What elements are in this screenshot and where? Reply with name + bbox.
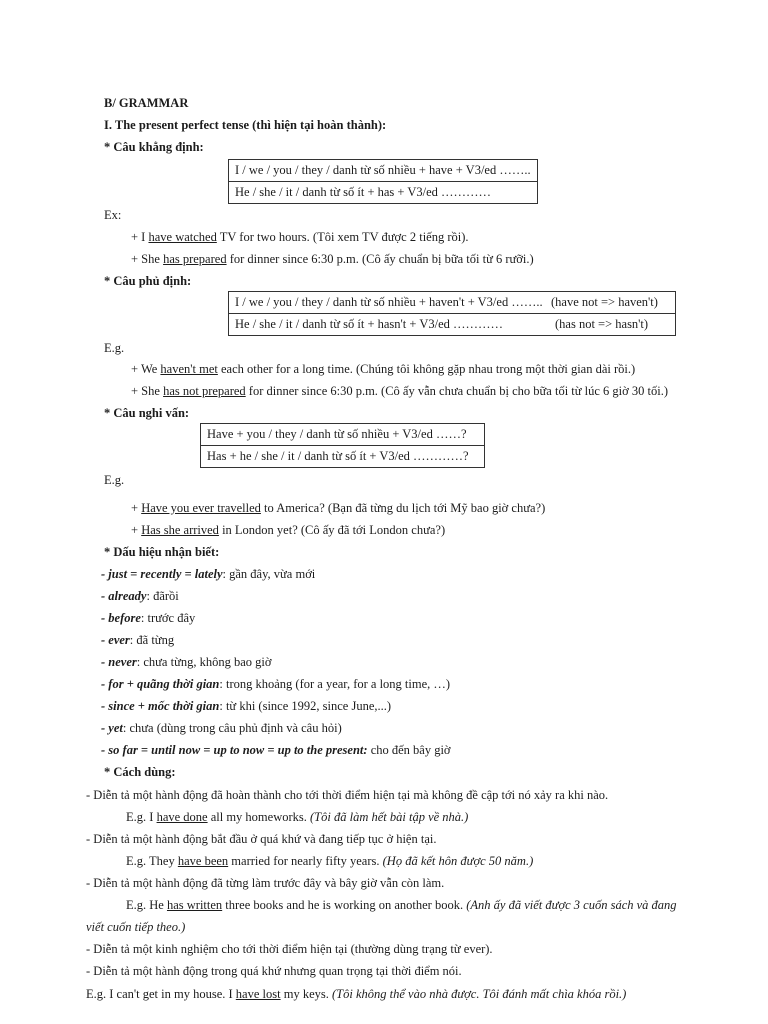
signal-item: - already: đãrồi: [101, 589, 179, 603]
ex-label: Ex:: [104, 208, 122, 222]
signal-item: - since + mốc thời gian: từ khi (since 1992, since June,...): [101, 699, 392, 713]
grammar-heading: B/ GRAMMAR: [104, 96, 189, 110]
negative-formula-singular: He / she / it / danh từ số ít + hasn't + V3/ed ………… (has not => hasn't): [229, 314, 676, 336]
eg-label: E.g.: [104, 341, 125, 355]
affirmative-formula-plural: I / we / you / they / danh từ số nhiều + have + V3/ed ……..: [229, 160, 538, 182]
interrogative-formula-table: [200, 423, 485, 468]
usage-label: * Cách dùng:: [104, 765, 176, 779]
example-line: + I have watched TV for two hours. (Tôi xem TV được 2 tiếng rồi).: [131, 230, 469, 244]
signal-item: - so far = until now = up to now = up to the present: cho đến bây giờ: [101, 743, 451, 757]
usage-item: - Diễn tả một hành động đã từng làm trước đây và bây giờ vẫn còn làm.: [86, 876, 445, 890]
example-line: + She has not prepared for dinner since 6:30 p.m. (Cô ấy vẫn chưa chuẩn bị cho bữa tối từ lúc 6 giờ 30 tối.): [131, 384, 668, 398]
usage-item: - Diễn tả một hành động bắt đầu ở quá khứ và đang tiếp tục ở hiện tại.: [86, 832, 437, 846]
eg-label: E.g.: [104, 473, 125, 487]
affirmative-formula-singular: He / she / it / danh từ số ít + has + V3/ed …………: [229, 182, 538, 204]
example-line: + Has she arrived in London yet? (Cô ấy đã tới London chưa?): [131, 523, 446, 537]
interrogative-formula-plural: Have + you / they / danh từ số nhiều + V3/ed ……?: [201, 424, 485, 446]
usage-example: E.g. He has written three books and he is working on another book. (Anh ấy đã viết được 3 cuốn sách và đang: [126, 898, 677, 912]
example-line: + She has prepared for dinner since 6:30 p.m. (Cô ấy chuẩn bị bữa tối từ 6 rưỡi.): [131, 252, 534, 266]
interrogative-label: * Câu nghi vấn:: [104, 406, 190, 420]
interrogative-formula-singular: Has + he / she / it / danh từ số ít + V3/ed …………?: [201, 446, 485, 468]
usage-example: E.g. I have done all my homeworks. (Tôi đã làm hết bài tập về nhà.): [126, 810, 469, 824]
signal-item: - just = recently = lately: gần đây, vừa mới: [101, 567, 316, 581]
usage-item: - Diễn tả một kinh nghiệm cho tới thời điểm hiện tại (thường dùng trạng từ ever).: [86, 942, 493, 956]
affirmative-label: * Câu khẳng định:: [104, 140, 204, 154]
example-line: + Have you ever travelled to America? (Bạn đã từng du lịch tới Mỹ bao giờ chưa?): [131, 501, 546, 515]
usage-item: - Diễn tả một hành động trong quá khứ nhưng quan trọng tại thời điểm nói.: [86, 964, 462, 978]
signal-item: - for + quãng thời gian: trong khoảng (for a year, for a long time, …): [101, 677, 451, 691]
signal-item: - yet: chưa (dùng trong câu phủ định và câu hỏi): [101, 721, 342, 735]
usage-item: - Diễn tả một hành động đã hoàn thành cho tới thời điểm hiện tại mà không đề cập tới nó xảy ra khi nào.: [86, 788, 609, 802]
example-line: + We haven't met each other for a long time. (Chúng tôi không gặp nhau trong một thời gian dài rồi.): [131, 362, 636, 376]
negative-formula-plural: I / we / you / they / danh từ số nhiều + haven't + V3/ed …….. (have not => haven't): [229, 292, 676, 314]
signal-item: - never: chưa từng, không bao giờ: [101, 655, 272, 669]
usage-example-continued: viết cuốn tiếp theo.): [86, 920, 186, 934]
signal-item: - before: trước đây: [101, 611, 196, 625]
signal-item: - ever: đã từng: [101, 633, 175, 647]
affirmative-formula-table: [228, 159, 538, 204]
negative-label: * Câu phủ định:: [104, 274, 192, 288]
negative-formula-table: [228, 291, 676, 336]
usage-example: E.g. I can't get in my house. I have lost my keys. (Tôi không thể vào nhà được. Tôi đánh mất chìa khóa rồi.): [86, 987, 627, 1001]
signals-label: * Dấu hiệu nhận biết:: [104, 545, 220, 559]
section-title: I. The present perfect tense (thì hiện tại hoàn thành):: [104, 118, 387, 132]
usage-example: E.g. They have been married for nearly fifty years. (Họ đã kết hôn được 50 năm.): [126, 854, 534, 868]
